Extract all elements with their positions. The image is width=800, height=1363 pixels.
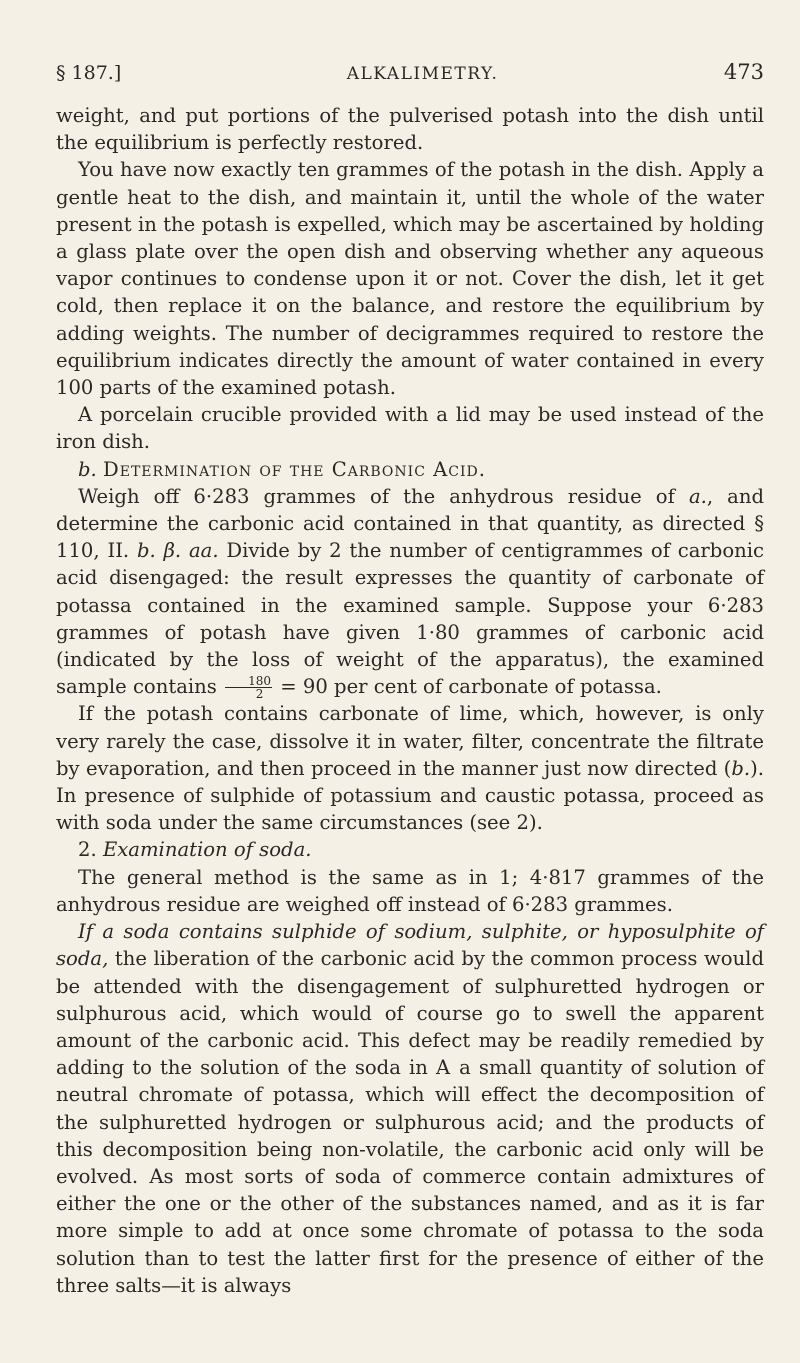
text-run: If the potash contains carbonate of lime, which, however, is only very rarely the case, dissolve it in water, filter, concentrate the filtrate by evaporation, and then proceed in the manner just now directed ( bbox=[56, 702, 764, 780]
text-run: the liberation of the carbonic acid by the common process would be attended with the disengagement of sulphuretted hydrogen or sulphurous acid, which would of course go to swell the apparent amount of the carbonic acid. This defect may be readily remedied by adding to the solution of the soda in bbox=[56, 947, 764, 1080]
paragraph bbox=[56, 918, 764, 1299]
fraction-numerator: 180 bbox=[225, 675, 272, 688]
italic-ref: a. bbox=[688, 484, 707, 508]
text-run: ). In presence of sulphide of potassium and caustic potassa, proceed as with soda under the same circumstances (see 2). bbox=[56, 756, 764, 835]
paragraph bbox=[56, 483, 764, 701]
fraction-denominator: 2 bbox=[255, 687, 264, 702]
paragraph: The general method is the same as in 1; 4·817 grammes of the anhydrous residue are weighed off instead of 6·283 grammes. bbox=[56, 865, 764, 916]
small-caps-ref: A bbox=[435, 1056, 452, 1080]
section-heading bbox=[56, 456, 764, 483]
text-run: a small quantity of solution of neutral chromate of potassa, which will effect the decomposition of the sulphuretted hydrogen or sulphurous acid; and the products of this decomposition being non-volatile, the carbonic acid only will be evolved. As most sorts of soda of commerce contain admixtures of either the one or the other of the substances named, and as it is far more simple to add at once some chromate of potassa to the soda solution than to test the latter first for the presence of either of the three salts—it is always bbox=[56, 1056, 764, 1297]
heading-text: Examination of soda. bbox=[102, 838, 312, 862]
body-text bbox=[56, 102, 764, 1299]
text-run: Weigh off 6·283 grammes of the anhydrous residue of bbox=[78, 484, 675, 508]
heading-text: Determination of the Carbonic Acid. bbox=[103, 457, 486, 481]
paragraph bbox=[56, 700, 764, 836]
page-number: 473 bbox=[723, 60, 764, 84]
italic-run: If a soda contains sulphide of sodium, sulphite, or hyposulphite of soda, bbox=[56, 920, 764, 971]
running-head bbox=[56, 60, 764, 94]
paragraph: weight, and put portions of the pulverised potash into the dish until the equilibrium is perfectly restored. bbox=[56, 104, 764, 155]
italic-ref: b. β. aa. bbox=[137, 539, 219, 563]
paragraph: A porcelain crucible provided with a lid may be used instead of the iron dish. bbox=[56, 403, 764, 454]
fraction bbox=[225, 675, 272, 700]
heading-letter: b. bbox=[78, 457, 97, 481]
italic-ref: b. bbox=[731, 756, 751, 780]
paragraph: You have now exactly ten grammes of the potash in the dish. Apply a gentle heat to the dish, and maintain it, until the whole of the water present in the potash is expelled, which may be ascertained by holding a glass plate over the open dish and observing whether any aqueous vapor continues to condense upon it or not. Cover the dish, let it get cold, then replace it on the balance, and restore the equilibrium by adding weights. The number of decigrammes required to restore the equilibrium indicates directly the amount of water contained in every 100 parts of the examined potash. bbox=[56, 158, 764, 400]
page bbox=[56, 60, 764, 1299]
text-run: = 90 per cent of carbonate of potassa. bbox=[280, 675, 662, 699]
section-heading bbox=[56, 836, 764, 863]
text-run: Divide by 2 the number of centigrammes of carbonic acid disengaged: the result expresses the quantity of carbonate of potassa contained in the examined sample. Suppose your 6·283 grammes of potash have given 1·80 grammes of carbonic acid (indicated by the loss of weight of the apparatus), the examined sample contains bbox=[56, 539, 764, 699]
heading-number: 2. bbox=[78, 838, 97, 862]
text-run: , and determine the carbonic acid contained in that quantity, as directed § 110, II. bbox=[56, 484, 764, 563]
running-title: ALKALIMETRY. bbox=[346, 64, 499, 84]
section-reference: § 187.] bbox=[56, 62, 122, 84]
